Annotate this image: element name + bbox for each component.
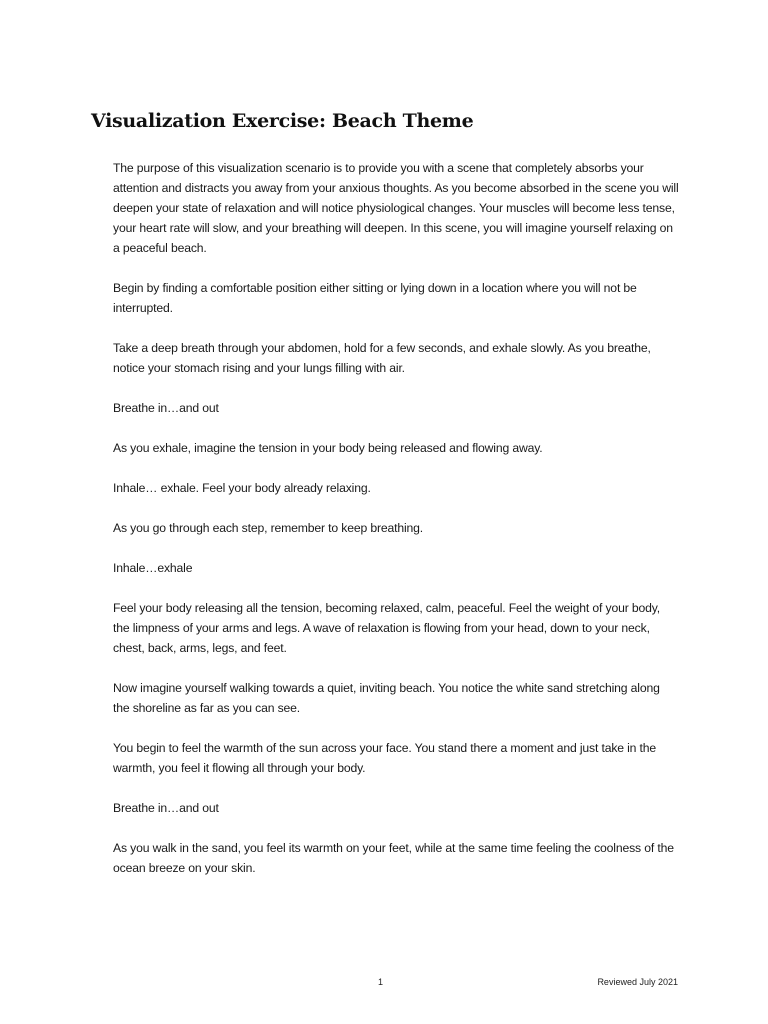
paragraph-exhale-tension: As you exhale, imagine the tension in your body being released and flowing away.: [113, 441, 543, 455]
paragraph-deep-breath: Take a deep breath through your abdomen, hold for a few seconds, and exhale slowly. As you breathe, notice your stomach rising and your lungs filling with air.: [113, 341, 651, 375]
reviewed-date: Reviewed July 2021: [597, 977, 678, 987]
paragraph-releasing-tension: Feel your body releasing all the tension, becoming relaxed, calm, peaceful. Feel the weight of your body, the limpness of your arms and legs. A wave of relaxation is flowing from your head, down to your neck, chest, back, arms, legs, and feet.: [113, 601, 660, 655]
paragraph-inhale-exhale: Inhale…exhale: [113, 561, 193, 575]
page-number: 1: [378, 977, 384, 987]
paragraph-purpose: The purpose of this visualization scenario is to provide you with a scene that completely absorbs your attention and distracts you away from your anxious thoughts. As you become absorbed in the scene you will deepen your state of relaxation and will notice physiological changes. Your muscles will become less tense, your heart rate will slow, and your breathing will deepen. In this scene, you will imagine yourself relaxing on a peaceful beach.: [113, 161, 679, 255]
paragraph-warmth-sun: You begin to feel the warmth of the sun across your face. You stand there a moment and just take in the warmth, you feel it flowing all through your body.: [113, 741, 657, 775]
page-title: Visualization Exercise: Beach Theme: [91, 110, 474, 132]
paragraph-breathe-in-out-2: Breathe in…and out: [113, 801, 219, 815]
paragraph-walking-beach: Now imagine yourself walking towards a quiet, inviting beach. You notice the white sand stretching along the shoreline as far as you can see.: [113, 681, 660, 715]
paragraph-inhale-exhale-relaxing: Inhale… exhale. Feel your body already relaxing.: [113, 481, 371, 495]
paragraph-walk-sand: As you walk in the sand, you feel its warmth on your feet, while at the same time feeling the coolness of the ocean breeze on your skin.: [113, 841, 674, 875]
paragraph-breathe-in-out: Breathe in…and out: [113, 401, 219, 415]
paragraph-keep-breathing: As you go through each step, remember to keep breathing.: [113, 521, 424, 535]
document-body: [113, 158, 679, 898]
paragraph-position: Begin by finding a comfortable position either sitting or lying down in a location where you will not be interrupted.: [113, 281, 637, 315]
